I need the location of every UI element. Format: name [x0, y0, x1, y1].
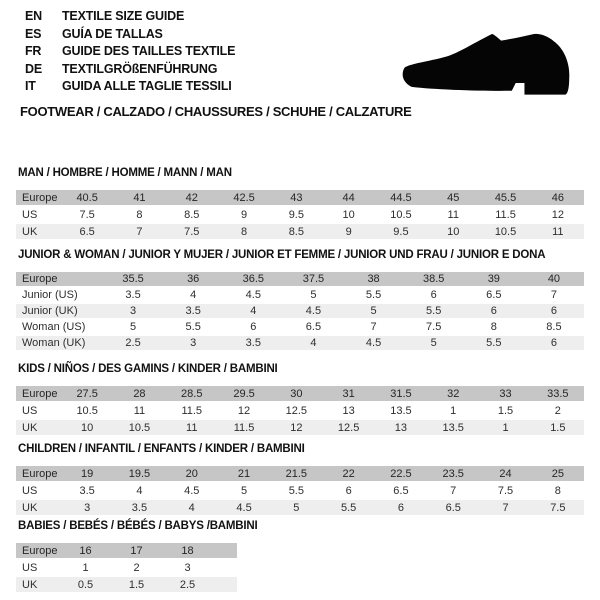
spacer-cell	[213, 577, 237, 592]
size-cell: 5.5	[322, 500, 374, 515]
size-cell: 1.5	[532, 420, 584, 435]
size-cell: 5.5	[344, 288, 404, 302]
size-cell: 23.5	[427, 466, 479, 481]
size-cell: 3	[61, 500, 113, 515]
size-cell: 1	[427, 403, 479, 418]
language-header	[25, 8, 235, 96]
size-cell: 4.5	[283, 304, 343, 318]
size-cell: 38	[344, 272, 404, 286]
size-cell: 6	[404, 288, 464, 302]
size-cell: 13	[375, 420, 427, 435]
size-cell: 21	[218, 466, 270, 481]
table-row	[16, 543, 237, 558]
size-cell: 42	[166, 190, 218, 205]
size-cell: 7.5	[61, 207, 113, 222]
table-row	[16, 190, 584, 205]
size-cell: 28.5	[166, 386, 218, 401]
row-label: UK	[16, 577, 60, 592]
section-title: KIDS / NIÑOS / DES GAMINS / KINDER / BAMBINI	[18, 363, 278, 375]
size-cell: 35.5	[103, 272, 163, 286]
size-cell: 28	[113, 386, 165, 401]
size-cell: 32	[427, 386, 479, 401]
language-row	[25, 78, 235, 96]
size-cell: 5.5	[163, 320, 223, 334]
section-kids	[16, 363, 584, 437]
size-cell: 12	[270, 420, 322, 435]
size-cell: 16	[60, 543, 111, 558]
size-cell: 6	[322, 483, 374, 498]
size-cell: 12.5	[270, 403, 322, 418]
size-cell: 7	[427, 483, 479, 498]
size-cell: 6.5	[283, 320, 343, 334]
size-cell: 12	[218, 403, 270, 418]
size-cell: 3.5	[163, 304, 223, 318]
size-cell: 19.5	[113, 466, 165, 481]
size-cell: 9.5	[270, 207, 322, 222]
row-label: US	[16, 403, 61, 418]
section-title: MAN / HOMBRE / HOMME / MANN / MAN	[18, 167, 232, 179]
size-cell: 7.5	[166, 224, 218, 239]
size-cell: 2.5	[103, 336, 163, 350]
size-cell: 5	[270, 500, 322, 515]
size-cell: 3.5	[103, 288, 163, 302]
size-cell: 40.5	[61, 190, 113, 205]
size-table-junior-woman	[16, 270, 584, 352]
language-label: TEXTILE SIZE GUIDE	[62, 9, 185, 23]
size-cell: 5	[404, 336, 464, 350]
size-cell: 2	[111, 560, 162, 575]
table-row	[16, 304, 584, 318]
row-label: Europe	[16, 190, 61, 205]
language-code: IT	[25, 79, 36, 94]
language-code: EN	[25, 9, 42, 23]
dress-shoe-icon	[397, 27, 577, 101]
section-title: CHILDREN / INFANTIL / ENFANTS / KINDER / BAMBINI	[18, 443, 305, 455]
size-cell: 33	[479, 386, 531, 401]
size-cell: 10	[61, 420, 113, 435]
size-cell: 10	[322, 207, 374, 222]
size-cell: 45	[427, 190, 479, 205]
size-cell: 3	[162, 560, 213, 575]
table-row	[16, 466, 584, 481]
size-cell: 10.5	[479, 224, 531, 239]
size-cell: 8.5	[524, 320, 584, 334]
row-label: Junior (UK)	[16, 304, 103, 318]
table-row	[16, 224, 584, 239]
size-cell: 7	[479, 500, 531, 515]
size-cell: 1.5	[479, 403, 531, 418]
section-children	[16, 443, 584, 517]
size-cell: 29.5	[218, 386, 270, 401]
size-cell: 3.5	[61, 483, 113, 498]
size-cell: 6	[223, 320, 283, 334]
size-cell: 31.5	[375, 386, 427, 401]
row-label: UK	[16, 500, 61, 515]
size-cell: 11	[532, 224, 584, 239]
size-cell: 5.5	[270, 483, 322, 498]
table-row	[16, 420, 584, 435]
size-cell: 1	[60, 560, 111, 575]
table-row	[16, 320, 584, 334]
size-cell: 9	[322, 224, 374, 239]
size-cell: 1.5	[111, 577, 162, 592]
row-label: Woman (UK)	[16, 336, 103, 350]
row-label: Junior (US)	[16, 288, 103, 302]
size-cell: 22.5	[375, 466, 427, 481]
size-cell: 6	[524, 304, 584, 318]
size-cell: 8	[464, 320, 524, 334]
size-cell: 4.5	[166, 483, 218, 498]
size-cell: 10.5	[375, 207, 427, 222]
size-cell: 10.5	[113, 420, 165, 435]
table-row	[16, 577, 237, 592]
size-cell: 19	[61, 466, 113, 481]
size-cell: 4	[163, 288, 223, 302]
row-label: Europe	[16, 543, 60, 558]
row-label: US	[16, 207, 61, 222]
table-row	[16, 288, 584, 302]
table-row	[16, 336, 584, 350]
size-cell: 11.5	[218, 420, 270, 435]
size-cell: 8.5	[270, 224, 322, 239]
language-row	[25, 61, 235, 79]
size-cell: 6	[464, 304, 524, 318]
size-cell: 10	[427, 224, 479, 239]
size-cell: 11.5	[166, 403, 218, 418]
size-cell: 13.5	[427, 420, 479, 435]
size-cell: 2	[532, 403, 584, 418]
size-cell: 11	[427, 207, 479, 222]
size-cell: 33.5	[532, 386, 584, 401]
section-junior-woman	[16, 249, 584, 352]
size-cell: 8	[218, 224, 270, 239]
row-label: Europe	[16, 386, 61, 401]
size-cell: 5	[283, 288, 343, 302]
size-cell: 42.5	[218, 190, 270, 205]
row-label: US	[16, 560, 60, 575]
size-cell: 44.5	[375, 190, 427, 205]
size-cell: 21.5	[270, 466, 322, 481]
language-row	[25, 8, 235, 26]
size-cell: 38.5	[404, 272, 464, 286]
section-man	[16, 167, 584, 241]
size-cell: 40	[524, 272, 584, 286]
size-cell: 7	[344, 320, 404, 334]
row-label: UK	[16, 420, 61, 435]
size-cell: 24	[479, 466, 531, 481]
size-table-children	[16, 464, 584, 517]
language-row	[25, 26, 235, 44]
size-cell: 41	[113, 190, 165, 205]
size-cell: 12.5	[322, 420, 374, 435]
size-cell: 6.5	[464, 288, 524, 302]
size-cell: 11.5	[479, 207, 531, 222]
size-cell: 6.5	[427, 500, 479, 515]
size-cell: 36	[163, 272, 223, 286]
size-cell: 8.5	[166, 207, 218, 222]
size-cell: 36.5	[223, 272, 283, 286]
size-cell: 44	[322, 190, 374, 205]
size-cell: 30	[270, 386, 322, 401]
category-heading: FOOTWEAR / CALZADO / CHAUSSURES / SCHUHE / CALZATURE	[20, 104, 412, 119]
size-table-man	[16, 188, 584, 241]
table-row	[16, 272, 584, 286]
size-cell: 20	[166, 466, 218, 481]
table-row	[16, 483, 584, 498]
size-cell: 4	[166, 500, 218, 515]
size-cell: 4	[283, 336, 343, 350]
table-row	[16, 560, 237, 575]
size-cell: 3.5	[223, 336, 283, 350]
size-cell: 12	[532, 207, 584, 222]
size-cell: 3	[103, 304, 163, 318]
language-label: GUIDA ALLE TAGLIE TESSILI	[62, 79, 232, 94]
size-cell: 2.5	[162, 577, 213, 592]
size-cell: 11	[113, 403, 165, 418]
size-cell: 5.5	[404, 304, 464, 318]
size-cell: 4.5	[223, 288, 283, 302]
size-cell: 13.5	[375, 403, 427, 418]
size-cell: 7	[524, 288, 584, 302]
size-cell: 6	[375, 500, 427, 515]
size-cell: 10.5	[61, 403, 113, 418]
spacer-cell	[213, 560, 237, 575]
section-title: BABIES / BEBÉS / BÉBÉS / BABYS /BAMBINI	[18, 520, 258, 532]
language-row	[25, 43, 235, 61]
size-cell: 5	[344, 304, 404, 318]
size-cell: 5	[218, 483, 270, 498]
size-cell: 4.5	[344, 336, 404, 350]
size-table-kids	[16, 384, 584, 437]
size-cell: 7.5	[479, 483, 531, 498]
row-label: Europe	[16, 272, 103, 286]
size-cell: 8	[113, 207, 165, 222]
size-cell: 18	[162, 543, 213, 558]
size-cell: 6.5	[61, 224, 113, 239]
size-cell: 4	[223, 304, 283, 318]
size-cell: 22	[322, 466, 374, 481]
section-babies	[16, 520, 257, 594]
spacer-cell	[213, 543, 237, 558]
row-label: Europe	[16, 466, 61, 481]
size-cell: 11	[166, 420, 218, 435]
size-cell: 5.5	[464, 336, 524, 350]
size-table-babies	[16, 541, 237, 594]
table-row	[16, 207, 584, 222]
table-row	[16, 386, 584, 401]
size-cell: 9.5	[375, 224, 427, 239]
language-label: TEXTILGRÖßENFÜHRUNG	[62, 61, 218, 76]
size-cell: 46	[532, 190, 584, 205]
section-title: JUNIOR & WOMAN / JUNIOR Y MUJER / JUNIOR ET FEMME / JUNIOR UND FRAU / JUNIOR E DONA	[18, 249, 546, 261]
size-cell: 7.5	[404, 320, 464, 334]
size-cell: 27.5	[61, 386, 113, 401]
size-cell: 4	[113, 483, 165, 498]
language-code: DE	[25, 61, 42, 76]
size-cell: 45.5	[479, 190, 531, 205]
table-row	[16, 403, 584, 418]
size-cell: 6.5	[375, 483, 427, 498]
size-cell: 13	[322, 403, 374, 418]
size-cell: 4.5	[218, 500, 270, 515]
size-cell: 5	[103, 320, 163, 334]
size-cell: 1	[479, 420, 531, 435]
size-cell: 3	[163, 336, 223, 350]
language-label: GUIDE DES TAILLES TEXTILE	[62, 44, 236, 59]
size-cell: 9	[218, 207, 270, 222]
row-label: UK	[16, 224, 61, 239]
language-code: FR	[25, 44, 42, 59]
language-code: ES	[25, 26, 42, 41]
language-label: GUÍA DE TALLAS	[62, 26, 163, 41]
size-cell: 3.5	[113, 500, 165, 515]
size-cell: 37.5	[283, 272, 343, 286]
size-cell: 17	[111, 543, 162, 558]
size-cell: 43	[270, 190, 322, 205]
size-cell: 0.5	[60, 577, 111, 592]
size-cell: 39	[464, 272, 524, 286]
row-label: Woman (US)	[16, 320, 103, 334]
size-cell: 8	[532, 483, 584, 498]
size-cell: 31	[322, 386, 374, 401]
table-row	[16, 500, 584, 515]
size-cell: 6	[524, 336, 584, 350]
row-label: US	[16, 483, 61, 498]
size-cell: 7.5	[532, 500, 584, 515]
size-cell: 7	[113, 224, 165, 239]
size-cell: 25	[532, 466, 584, 481]
